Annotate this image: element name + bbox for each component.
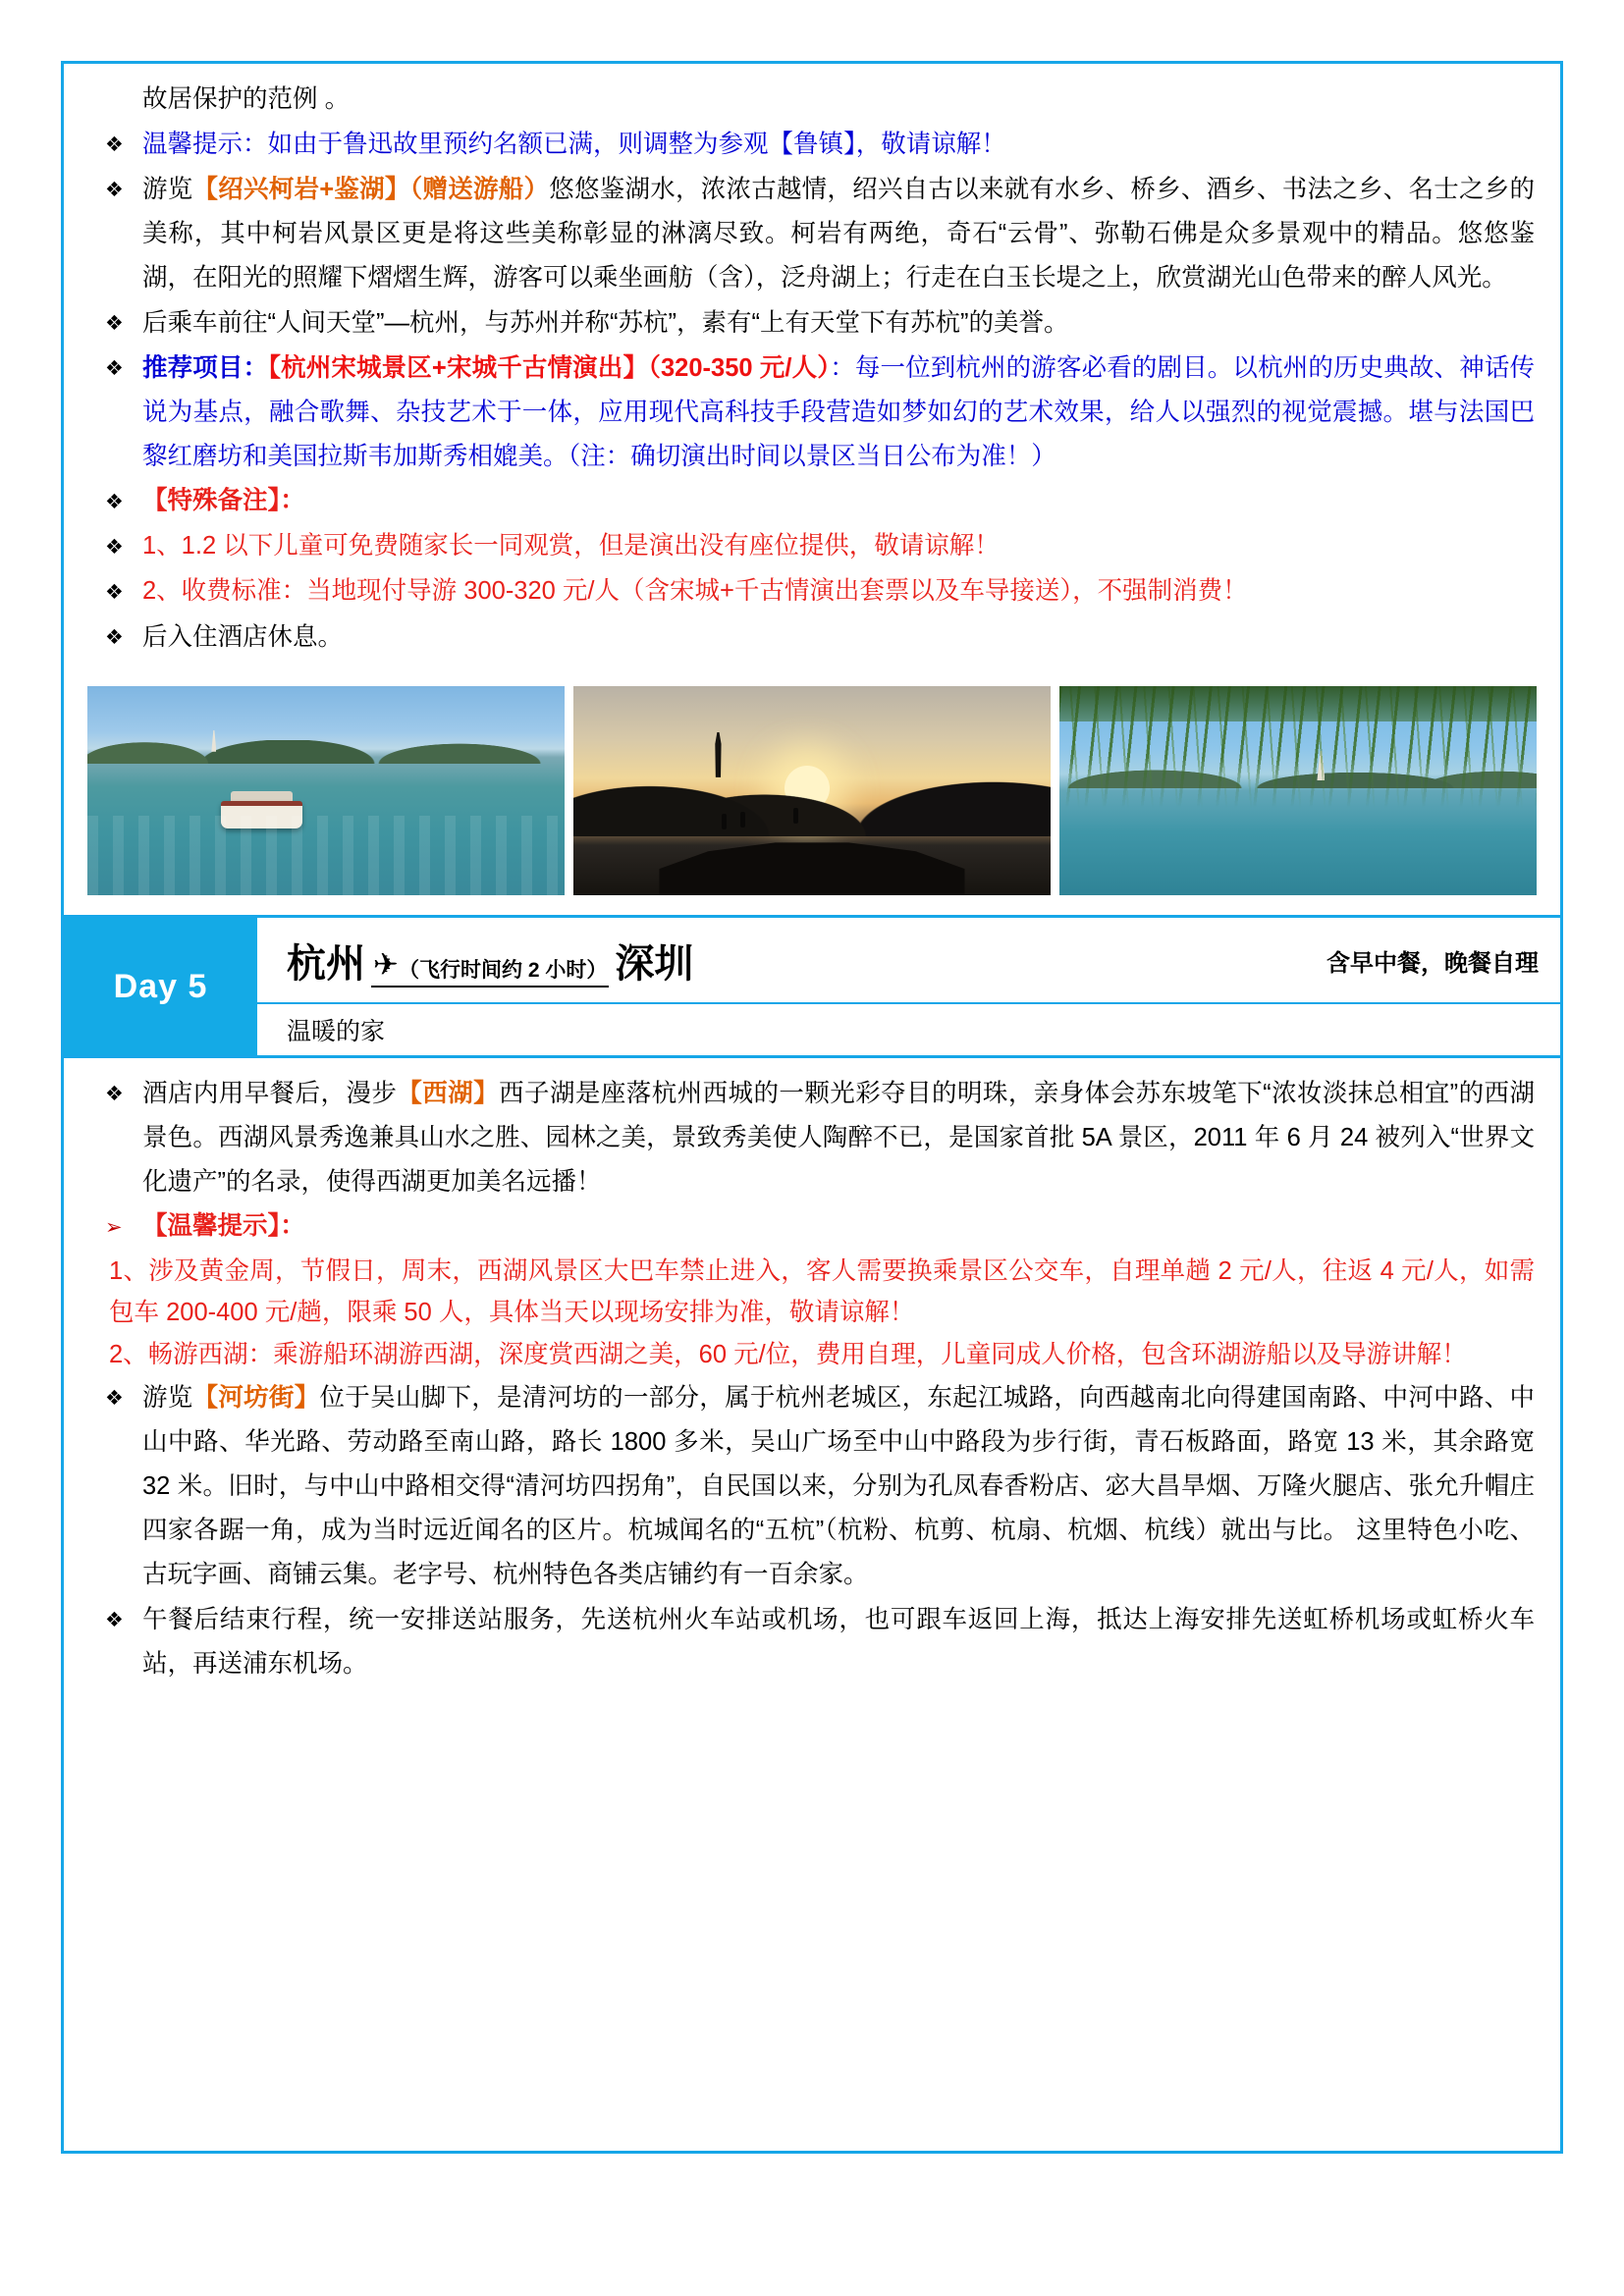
photo-strip — [64, 670, 1560, 915]
flight-duration: （飞行时间约 2 小时） — [398, 958, 608, 982]
continuation-line — [89, 78, 1535, 122]
diamond-bullet-icon: ❖ — [105, 581, 124, 604]
west-lake-row — [89, 1072, 1535, 1204]
diamond-bullet-icon: ❖ — [105, 536, 124, 559]
willow-canopy — [1059, 686, 1537, 721]
warm-tips-heading-row — [89, 1205, 1535, 1250]
special-note-2-text: 2、收费标准：当地现付导游 300-320 元/人（含宋城+千古情演出套票以及车导接送），不强制消费！ — [142, 577, 1248, 605]
meals-info: 含早中餐，晚餐自理 — [1326, 949, 1539, 977]
accommodation-row — [257, 1004, 1560, 1055]
route-line — [287, 933, 693, 988]
diamond-bullet-icon: ❖ — [105, 626, 124, 649]
special-note-2-row — [89, 570, 1535, 614]
warm-tip-luzhen-text: 温馨提示：如由于鲁迅故里预约名额已满，则调整为参观【鲁镇】，敬请谅解！ — [142, 131, 1006, 158]
diamond-bullet-icon: ❖ — [105, 1387, 124, 1410]
diamond-bullet-icon: ❖ — [105, 179, 124, 201]
diamond-bullet-icon: ❖ — [105, 133, 124, 156]
hefang-highlight: 【河坊街】 — [192, 1384, 320, 1412]
water-glint — [87, 816, 565, 895]
itinerary-page — [61, 61, 1563, 2154]
west-lake-text — [142, 1072, 1535, 1204]
arrow-bullet-icon: ➢ — [105, 1216, 123, 1239]
diamond-bullet-icon: ❖ — [105, 357, 124, 380]
day5-text-block — [64, 1058, 1560, 1697]
bridge-silhouette — [659, 832, 964, 895]
recommended-songcheng-text — [142, 347, 1535, 479]
keyan-body: 悠悠鉴湖水，浓浓古越情，绍兴自古以来就有水乡、桥乡、酒乡、书法之乡、名士之乡的美称，其中柯岩风景区更是将这些美称彰显的淋漓尽致。柯岩有两绝，奇石“云骨”、弥勒石佛是众多景观中的精品。悠悠鉴湖，在阳光的照耀下熠熠生辉，游客可以乘坐画舫（含），泛舟湖上；行走在白玉长堤之上，欣赏湖光山色带来的醉人风光。 — [142, 176, 1535, 292]
hefang-street-row — [89, 1376, 1535, 1597]
photo-jianhu-boat — [87, 686, 565, 895]
west-lake-prefix: 酒店内用早餐后，漫步 — [142, 1080, 398, 1107]
person-silhouette — [722, 814, 727, 829]
special-note-1-row — [89, 525, 1535, 569]
person-silhouette — [793, 808, 798, 824]
special-notes-heading-text: 【特殊备注】： — [142, 487, 305, 514]
person-silhouette — [740, 812, 745, 828]
keyan-highlight: 【绍兴柯岩+鉴湖】（赠送游船） — [192, 176, 550, 203]
day-route-row — [257, 918, 1560, 1004]
flight-segment — [371, 946, 609, 988]
songcheng-prefix: 推荐项目： — [142, 354, 269, 382]
warm-tip-2-row — [89, 1334, 1535, 1375]
top-text-block — [64, 64, 1560, 670]
hill-silhouette — [87, 740, 565, 763]
recommended-songcheng-row — [89, 347, 1535, 479]
songcheng-body: ：每一位到杭州的游客必看的剧目。以杭州的历史典故、神话传说为基点，融合歌舞、杂技艺术于一体，应用现代高科技手段营造如梦如幻的艺术效果，给人以强烈的视觉震撼。堪与法国巴黎红磨坊和美国拉斯韦加斯秀相媲美。（注：确切演出时间以景区当日公布为准！） — [142, 354, 1535, 470]
day5-banner — [64, 915, 1560, 1058]
transfer-hangzhou-text: 后乘车前往“人间天堂”—杭州，与苏州并称“苏杭”，素有“上有天堂下有苏杭”的美誉。 — [142, 309, 1069, 337]
photo-sunset-bridge — [573, 686, 1051, 895]
photo-willow-lake — [1059, 686, 1537, 895]
hefang-street-text — [142, 1376, 1535, 1597]
route-origin: 杭州 — [287, 941, 365, 986]
check-in-hotel-row — [89, 615, 1535, 660]
special-notes-heading-row — [89, 480, 1535, 524]
keyan-jianhu-row — [89, 168, 1535, 300]
west-lake-body: 西子湖是座落杭州西城的一颗光彩夺目的明珠，亲身体会苏东坡笔下“浓妆淡抹总相宜”的西湖景色。西湖风景秀逸兼具山水之胜、园林之美，景致秀美使人陶醉不已，是国家首批 5A 景区，2011 年 6 月 24 被列入“世界文化遗产”的名录，使得西湖更加美名远播！ — [142, 1080, 1535, 1196]
hefang-prefix: 游览 — [142, 1384, 193, 1412]
hefang-body: 位于吴山脚下，是清河坊的一部分，属于杭州老城区，东起江城路，向西越南北向得建国南路、中河中路、中山中路、华光路、劳动路至南山路，路长 1800 多米，吴山广场至中山中路段为步行街，青石板路面，路宽 13 米，其余路宽 32 米。旧时，与中山中路相交得“清河坊四拐角”，自民国以来，分别为孔凤春香粉店、宓大昌旱烟、万隆火腿店、张允升帽庄四家各踞一角，成为当时远近闻名的区片。杭城闻名的“五杭”（杭粉、杭剪、杭扇、杭烟、杭线）就出与比。 这里特色小吃、 古玩字画、商铺云集。老字号、杭州特色各类店铺约有一百余家。 — [142, 1384, 1535, 1588]
diamond-bullet-icon: ❖ — [105, 491, 124, 513]
departure-text: 午餐后结束行程，统一安排送站服务，先送杭州火车站或机场，也可跟车返回上海，抵达上海安排先送虹桥机场或虹桥火车站，再送浦东机场。 — [142, 1606, 1535, 1678]
songcheng-highlight: 【杭州宋城景区+宋城千古情演出】（320-350 元/人） — [268, 354, 831, 382]
west-lake-highlight: 【西湖】 — [397, 1080, 500, 1107]
special-note-1-text: 1、1.2 以下儿童可免费随家长一同观赏，但是演出没有座位提供，敬请谅解！ — [142, 532, 1000, 560]
continuation-text: 故居保护的范例 。 — [142, 85, 351, 113]
warm-tips-heading-text: 【温馨提示】： — [142, 1212, 305, 1240]
warm-tip-1-row — [89, 1251, 1535, 1333]
day-banner-right — [257, 918, 1560, 1055]
keyan-jianhu-text — [142, 168, 1535, 300]
keyan-prefix: 游览 — [142, 176, 193, 203]
airplane-icon: ✈ — [373, 946, 399, 982]
warm-tip-luzhen-row — [89, 123, 1535, 167]
departure-row — [89, 1598, 1535, 1686]
day-number-badge: Day 5 — [64, 918, 257, 1055]
diamond-bullet-icon: ❖ — [105, 312, 124, 335]
diamond-bullet-icon: ❖ — [105, 1609, 124, 1631]
route-destination: 深圳 — [615, 941, 694, 986]
diamond-bullet-icon: ❖ — [105, 1083, 124, 1105]
transfer-hangzhou-row — [89, 301, 1535, 346]
warm-tip-2-text: 2、畅游西湖：乘游船环湖游西湖，深度赏西湖之美，60 元/位，费用自理，儿童同成人价格，包含环湖游船以及导游讲解！ — [109, 1341, 1467, 1368]
check-in-hotel-text: 后入住酒店休息。 — [142, 623, 344, 651]
warm-tip-1-text: 1、涉及黄金周，节假日，周末，西湖风景区大巴车禁止进入，客人需要换乘景区公交车，自理单趟 2 元/人，往返 4 元/人，如需包车 200-400 元/趟，限乘 50 人，具体当天以现场安排为准，敬请谅解！ — [109, 1257, 1535, 1326]
ridge-silhouette — [573, 770, 1051, 836]
accommodation-text: 温暖的家 — [287, 1018, 386, 1045]
